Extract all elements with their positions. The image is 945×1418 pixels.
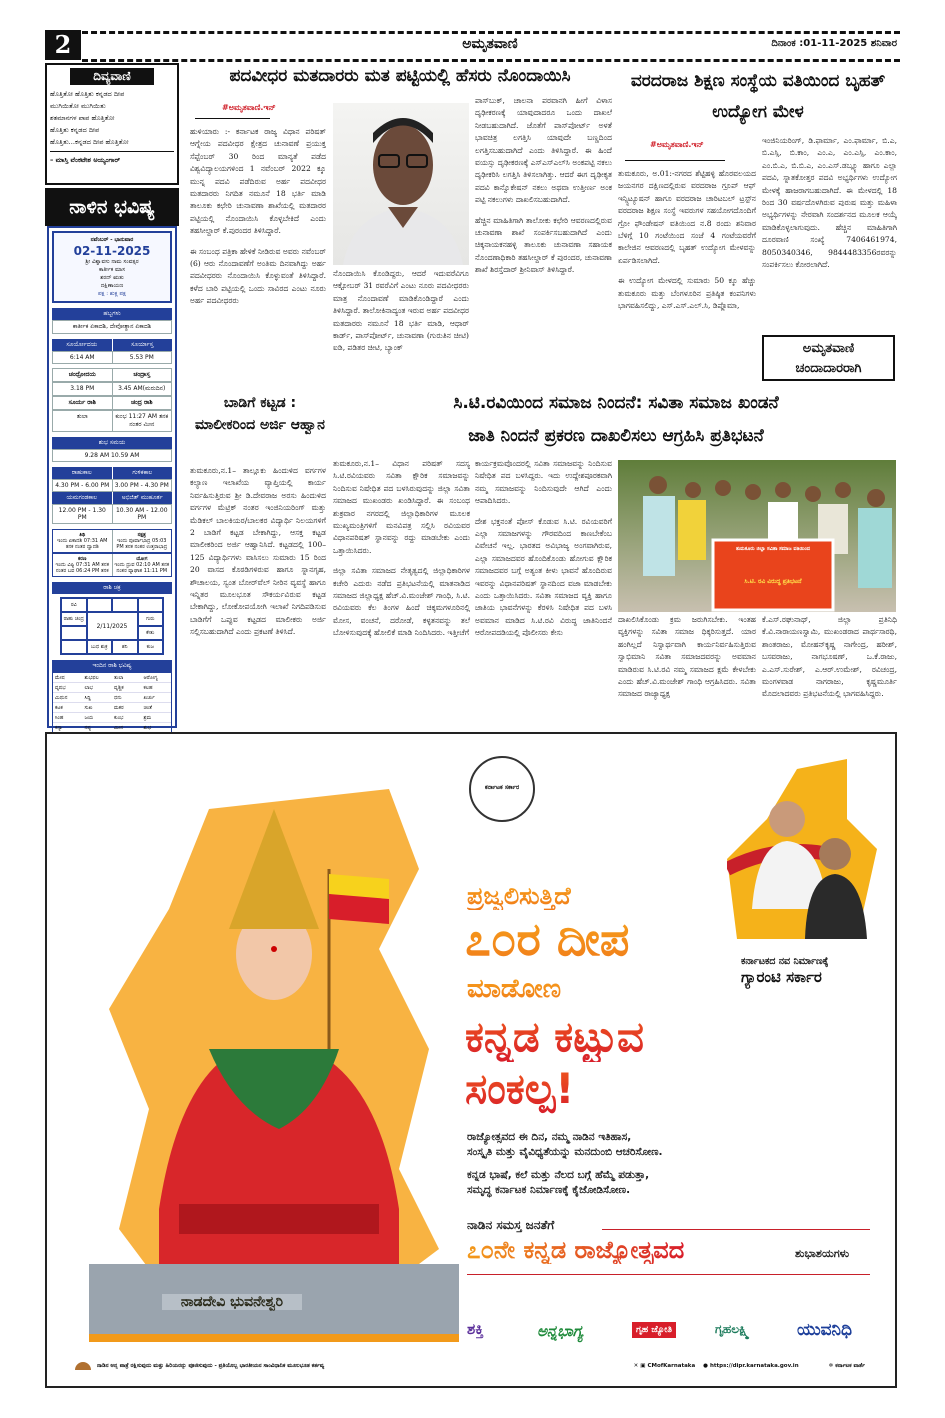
facebook-icon: ▣ (640, 1363, 646, 1369)
social-handle[interactable]: CMofKarnataka (647, 1363, 696, 1369)
scheme-logo-shakti: ಶಕ್ತಿ (467, 1320, 484, 1338)
person-photo (333, 103, 469, 265)
lamp-icon (75, 1362, 91, 1370)
shubha-time: 9.28 AM 10.59 AM (84, 452, 140, 459)
rashi-labels (52, 396, 172, 410)
rashi-prediction: ನಷ್ಟ (83, 723, 113, 733)
greet-pre: ನಾಡಿನ ಸಮಸ್ತ ಜನತೆಗೆ (467, 1218, 555, 1232)
article1-col2 (333, 268, 469, 363)
article4-col4 (762, 614, 897, 709)
ad-text: ಸಮೃದ್ಧ ಕರ್ನಾಟಕ ನಿರ್ಮಾಣಕ್ಕೆ ಕೈಜೋಡಿಸೋಣ. (467, 1184, 631, 1196)
rajyotsava-advertisement (45, 732, 897, 1388)
x-icon: ✕ (633, 1363, 639, 1369)
paragraph: ಕಾರ್ಯಕ್ರಮವೊಂದರಲ್ಲಿ ಸವಿತಾ ಸಮಾಜವನ್ನು ನಿಂದಿಸುವ ನಿಷೇಧಿತ ಪದ ಬಳಸಿದ್ದರು. ಇದು ಉದ್ದೇಶಪೂರಕವಾಗಿ ನಮ್ಮ ಸಮಾಜವನ್ನು ನಿಂದಿಸುವುದೇ ಆಗಿದೆ ಎಂದು ಆಪಾದಿಸಿದರು. (475, 459, 612, 506)
tithi-row (52, 529, 172, 553)
paragraph: ದೇಶ ಭಕ್ತನಂತೆ ಪೋಸ್ ಕೊಡುವ ಸಿ.ಟಿ. ರವಿಯವರಿಗೆ ಎಲ್ಲಾ ಸಮಾಜಗಳನ್ನು ಗೌರವದಿಂದ ಕಾಣಬೇಕೆಂಬ ವಿವೇಚನೆ ಇಲ್ಲ. ಭಾರತದ ಅವಿಭಾಜ್ಯ ಅಂಗವಾಗಿರುವ, ಎಲ್ಲಾ ಸಮಾಜದವರ ಹೊಂದಿಕೊಂಡು ಹೋಗುವ ಕ್ಷೌರಿಕ ಸಮಾಜದವರ ಬಗ್ಗೆ ಅತ್ಯಂತ ಕೀಳು ಭಾವನೆ ಹೊಂದಿರುವ ಇವರನ್ನು ವಿಧಾನಪರಿಷತ್ ಸ್ಥಾನದಿಂದ ವಜಾ ಮಾಡಬೇಕು ಎಂದು ಒತ್ತಾಯಿಸಿದರು. ಸವಿತಾ ಸಮಾಜದ ವ್ಯಕ್ತಿ ಹಾಗೂ ಜಾತಿಯ ಭಾವನೆಗಳನ್ನು ಕೆರಳಿಸಿ ನಿಷೇಧಿತ ಪದ ಬಳಸಿ ಅವಮಾನ ಮಾಡಿದ ಸಿ.ಟಿ.ರವಿ ವಿರುದ್ಧ ಜಾತಿನಿಂದನೆ ಆರೋಪದಡಿಯಲ್ಲಿ ಪೊಲೀಸರು ಕೇಸು (475, 516, 612, 638)
leaders-photo (727, 759, 877, 939)
panchanga-panel (47, 226, 177, 731)
rahu-label: ರಾಹುಕಾಲ (52, 467, 112, 479)
article2-headline: ವರದರಾಜ ಶಿಕ್ಷಣ ಸಂಸ್ಥೆಯ ವತಿಯಿಂದ ಬೃಹತ್ ಉದ್ಯೋಗ ಮೇಳ (630, 71, 886, 122)
article2-col2 (762, 135, 897, 279)
article4-headline2: ಜಾತಿ ನಿಂದನೆ ಪ್ರಕರಣ ದಾಖಲಿಸಲು ಆಗ್ರಹಿಸಿ ಪ್ರತಿಭಟನೆ (468, 426, 764, 446)
article4-col1 (333, 458, 470, 648)
yoga: ಇಂದು ಧ್ರುವ 02:10 AM ತನಕ ನಂತರ ವ್ಯಾಘಾತ 11:11 PM (114, 562, 170, 574)
article4-col2 (475, 458, 612, 648)
article1-photo (333, 103, 469, 265)
paragraph: ಪಾಸ್‌ಬುಕ್, ಚಾಲನಾ ಪರವಾನಗಿ ಹೀಗೆ ವಿಳಾಸ ದೃಢೀಕರಣಕ್ಕೆ ಯಾವುದಾದರೂ ಒಂದು ದಾಖಲೆ ನೀಡಬಹುದಾಗಿದೆ. ಜೊತೆಗೆ ಪಾಸ್‌ಪೋರ್ಟ್ ಅಳತೆ ಭಾವಚಿತ್ರ ಲಗತ್ತಿಸಿ ಯಾವುದೇ ಬಣ್ಣದಿಂದ ಲಗತ್ತಿಸಬಹುದಾಗಿದೆ ಎಂದು ತಿಳಿಸಿದ್ದಾರೆ. ಈ ಹಿಂದೆ ವಯಸ್ಸು ದೃಢೀಕರಣಕ್ಕೆ ಎಸ್‌ಎಸ್‌ಎಲ್‌ಸಿ ಅಂಕಪಟ್ಟಿ ನಕಲು ದೃಢೀಕರಿಸಿ ಲಗತ್ತಿಸಿ ತಿಳಿಸಲಾಗಿತ್ತು. ಆದರೆ ಈಗ ದೃಢೀಕೃತ ಪದವಿ ಕಾನ್ವೊಕೇಷನ್ ನಕಲು ಅಥವಾ ಉತ್ತೀರ್ಣ ಅಂಕ ಪಟ್ಟಿ ನಕಲುಗಳು ದಾಖಲಿಸಬಹುದಾಗಿದೆ. (475, 96, 612, 205)
ad-paragraph2 (467, 1168, 649, 1198)
poem-line: ಹೊತ್ತಿತೋ ಹೊತ್ತಿತು ಕನ್ನಡದ ದೀಪ (50, 90, 125, 98)
rashi-prediction: ಶುಭಫಲ (83, 673, 113, 683)
header-top-rule (82, 31, 900, 34)
karana: ಇಂದು ವಿಷ್ಟಿ 07:31 AM ತನಕ ನಂತರ ಬವ 06:24 PM ತನಕ (55, 562, 109, 574)
protest-crowd (618, 460, 896, 612)
paragraph: ತುಮಕೂರು, ಅ.01:-ನಗರದ ಶೆಟ್ಟಿಹಳ್ಳಿ ಹೊರವಲಯದ ಜಯನಗರ ದಕ್ಷಿಣದಲ್ಲಿರುವ ವರದರಾಜ ಗ್ರೂಪ್ ಆಫ್ ಇನ್ಸ್ಟಿಟ್ಯೂಷನ್ ಹಾಗೂ ವರದರಾಜ ಚಾರಿಟಬಲ್ ಟ್ರಸ್ಟ್‌ನ ವರದರಾಜ ಶಿಕ್ಷಣ ಸಂಸ್ಥೆ ಇವರುಗಳ ಸಹಯೋಗದೊಂದಿಗೆ ಗ್ರೋ ಫೌಂಡೇಷನ್ ವತಿಯಿಂದ ನ.8 ರಂದು ಶನಿವಾರ ಬೆಳಿಗ್ಗೆ 10 ಗಂಟೆಯಿಂದ ಸಂಜೆ 4 ಗಂಟೆಯವರೆಗೆ ಕಾಲೇಜಿನ ಆವರಣದಲ್ಲಿ ಬೃಹತ್ ಉದ್ಯೋಗ ಮೇಳವನ್ನು ಏರ್ಪಡಿಸಲಾಗಿದೆ. (618, 169, 756, 265)
scheme-logo-gruhajyothi: ಗೃಹ ಜ್ಯೋತಿ (632, 1322, 676, 1338)
paragraph: ಈ ಸಂಬಂಧ ಪತ್ರಿಕಾ ಹೇಳಿಕೆ ನೀಡಿರುವ ಅವರು ನವೆಂಬರ್ (6) ಆರು ನೊಂದಾವಣೆಗೆ ಅಂತಿಮ ದಿನವಾಗಿದ್ದು ಅರ್ಹ ಪದವೀಧರರು ನೊಂದಾಯಿಸಿ ಕೊಳ್ಳುವಂತೆ ತಿಳಿಸಿದ್ದಾರೆ. ಕಳೆದ ಬಾರಿ ಪಟ್ಟಿಯಲ್ಲಿ ಒಂದು ಸಾವಿರದ ಎಂಟು ನೂರು ಅರ್ಹ ಪದವೀಧರರು (190, 246, 326, 306)
moonrise-label: ಚಂದ್ರೋದಯ (68, 371, 96, 378)
tithi-label: ತಿಥಿ (79, 532, 86, 538)
rashi-values (52, 410, 172, 432)
subscribe-line2: ಚಂದಾದಾರರಾಗಿ (795, 361, 862, 376)
poem-line: ಹೊತ್ತಿತು ಕನ್ನಡದ ದೀಪ (50, 126, 100, 134)
weekday: ನವೆಂಬರ್ - ಭಾನುವಾರ (90, 237, 134, 243)
ad-text: ಕನ್ನಡ ಭಾಷೆ, ಕಲೆ ಮತ್ತು ನೆಲದ ಬಗ್ಗೆ ಹೆಮ್ಮೆ ಪಡುತ್ತಾ, (467, 1169, 650, 1181)
footer-right-text: ಕರ್ನಾಟಕ ವಾರ್ತೆ (835, 1362, 865, 1369)
rashi-prediction: ಶ್ರಮ (142, 713, 172, 723)
ritu: ಶರದ್ ಋತು (100, 275, 124, 281)
paragraph: ನೊಂದಾಯಿಸಿ ಕೊಂಡಿದ್ದರು, ಆದರೆ ಇದುವರೆವಿಗೂ ಆಕ್ಟೋಬರ್ 31 ರವರೆವಿಗೆ ಎಂಟು ನೂರು ಪದವೀಧರರು ಮಾತ್ರ ನೊಂದಾವಣೆ ಮಾಡಿಕೊಂಡಿದ್ದಾರೆ ಎಂದು ತಿಳಿಸಿದ್ದಾರೆ. ತಾಲೋಕಿನಾದ್ಯಂತ ಇರುವ ಅರ್ಹ ಪದವೀಧರ ಮತದಾರರು ನಮೂನೆ 18 ಭರ್ತಿ ಮಾಡಿ, ಆಧಾರ್ ಕಾರ್ಡ್, ಪಾಸ್‌ಪೋರ್ಟ್, ಚುನಾವಣಾ (ಗುರುತಿನ ಚೀಟಿ) ಐಡಿ, ಪಡಿತರ ಚೀಟಿ, ಬ್ಯಾಂಕ್ (333, 269, 469, 353)
ad-text: ರಾಜ್ಯೋತ್ಸವದ ಈ ದಿನ, ನಮ್ಮ ನಾಡಿನ ಇತಿಹಾಸ, (467, 1131, 632, 1143)
ad-rule (602, 1229, 870, 1230)
chakra-cell: ರವಿ (61, 598, 87, 612)
masa: ಕಾರ್ತೀಕ ಮಾಸ (98, 267, 126, 273)
bhuvaneshwari-statue-illustration (59, 749, 459, 1349)
shubha-label: ಶುಭ ಸಮಯ (52, 437, 172, 449)
rashi-prediction: ಶುಭ (142, 723, 172, 733)
rashi-name: ತುಲಾ (112, 673, 142, 683)
ad-text: ಸಂಸ್ಕೃತಿ ಮತ್ತು ವೈವಿಧ್ಯತೆಯನ್ನು ಮನದುಂಬಿ ಆಚರಿಸೋಣ. (467, 1146, 663, 1158)
yama-time: 12.00 PM - 1.30 PM (58, 507, 106, 521)
festival: ಕಾರ್ತೀಕ ಏಕಾದಶಿ, ದೇವೋತ್ಥಾನ ಏಕಾದಶಿ (72, 323, 152, 330)
karana-label: ಕರಣ (78, 556, 87, 562)
rashi-prediction: ಚಿಂತೆ (142, 703, 172, 713)
article4-headline1: ಸಿ.ಟಿ.ರವಿಯಿಂದ ಸಮಾಜ ನಿಂದನೆ: ಸವಿತಾ ಸಮಾಜ ಖಂಡನೆ (453, 393, 779, 413)
divyavani-title: ದಿವ್ಯವಾಣಿ (70, 68, 154, 85)
poem-line: ಶತಮಾನಗಳ ಪಾಪ ಹೊತ್ತಿತೋ (50, 114, 115, 122)
kala-times-2 (52, 504, 172, 524)
poem-line: ಮುಗಿಯಿತೋ ಮುಗಿಯಿತು (50, 102, 106, 110)
sunset: 5.53 PM (112, 352, 172, 363)
panchanga-date-card (52, 231, 172, 303)
rashi-name: ವೃಷಭ (53, 683, 83, 693)
divyavani-box (45, 63, 179, 185)
nakshatra-label: ನಕ್ಷತ್ರ (137, 532, 146, 538)
ad-line2: ೭೦ರ ದೀಪ (465, 912, 630, 966)
chandra-rashi-label: ಚಂದ್ರ ರಾಶಿ (112, 397, 172, 409)
rashi-name: ಮಿಥುನ (53, 693, 83, 703)
footer-left-text: ನಾಡಿನ ಅನ್ನ ಪಾತ್ರೆ ರಕ್ಷಿಸುವುದು ಮತ್ತು ಹಿರಿಯರನ್ನು ಪೂಜಿಸುವುದು - ಪ್ರತಿಯೊಬ್ಬ ಭಾರತೀಯನ ಸಾಂವಿಧಾನಿಕ ಮೂಲಭೂತ ಕರ್ತವ್ಯ (97, 1362, 325, 1369)
paragraph: ತುಮಕೂರು,ನ.1– ವಿಧಾನ ಪರಿಷತ್ ಸದಸ್ಯ ಸಿ.ಟಿ.ರವಿಯವರು ಸವಿತಾ ಕ್ಷೌರಿಕ ಸಮಾಜವನ್ನು ನಿಂದಿಸುವ ನಿಷೇಧಿತ ಪದ ಬಳಸಿರುವುದನ್ನು ಜಿಲ್ಲಾ ಸವಿತಾ ಸಮಾಜದ ಮುಖಂಡರು ಖಂಡಿಸಿದ್ದಾರೆ. ಈ ಸಂಬಂಧ ಶುಕ್ರವಾರ ನಗರದಲ್ಲಿ ಜಿಲ್ಲಾಧಿಕಾರಿಗಳ ಮೂಲಕ ಮುಖ್ಯಮಂತ್ರಿಗಳಿಗೆ ಮನವಿಪತ್ರ ಸಲ್ಲಿಸಿ ರವಿಯವರ ವಿಧಾನಪರಿಷತ್ ಸ್ಥಾನವನ್ನು ರದ್ದು ಮಾಡಬೇಕು ಎಂದು ಒತ್ತಾಯಿಸಿದರು. (333, 459, 470, 555)
moonrise: 3.18 PM (70, 385, 95, 392)
abhijit-label: ಅಭಿಜಿತ್ ಮುಹೂರ್ತ (112, 492, 173, 504)
paragraph: ದಾಖಲಿಸಿಕೊಂಡು ಕ್ರಮ ಜರುಗಿಸಬೇಕು. ಇಂತಹ ವ್ಯಕ್ತಿಗಳನ್ನು ಸವಿತಾ ಸಮಾಜ ಧಿಕ್ಕರಿಸುತ್ತದೆ. ಯಾರ ಹಂಗಿಲ್ಲದೆ ನಿಸ್ವಾರ್ಥವಾಗಿ ಕಾರ್ಯನಿರ್ವಹಿಸುತ್ತಿರುವ ಸ್ವಾಭಿಮಾನಿ ಸವಿತಾ ಸಮಾಜದವರನ್ನು ಅವಮಾನ ಮಾಡಿರುವ ಸಿ.ಟಿ.ರವಿ ನಮ್ಮ ಸಮಾಜದ ಕ್ಷಮೆ ಕೇಳಬೇಕು ಎಂದು ಹೆಚ್.ವಿ.ಮಂಜೇಶ್ ಗಾಂಧಿ ಆಗ್ರಹಿಸಿದರು. ಸವಿತಾ ಸಮಾಜದ ರಾಜ್ಯಾಧ್ಯಕ್ಷ (618, 615, 756, 699)
rashi-prediction: ಖರ್ಚು (142, 693, 172, 703)
festival-row (52, 320, 172, 334)
header-bottom-rule (82, 59, 900, 62)
rashi-prediction: ಸುಖ (83, 703, 113, 713)
abhijit-time: 10.30 AM - 12.00 PM (112, 505, 172, 523)
banner-title: ತುಮಕೂರು ಜಿಲ್ಲಾ ಸವಿತಾ ಸಮಾಜ ವತಿಯಿಂದ (735, 546, 811, 552)
surya-rashi-label: ಸೂರ್ಯ ರಾಶಿ (68, 399, 96, 406)
issue-date: ದಿನಾಂಕ :01-11-2025 ಶನಿವಾರ (771, 38, 897, 49)
ad-rule (467, 1274, 870, 1275)
sunset-label: ಸೂರ್ಯಾಸ್ತ (112, 339, 173, 351)
paragraph: ಹೆಚ್ಚಿನ ಮಾಹಿತಿಗಾಗಿ ತಾಲೋಕು ಕಛೇರಿ ಆವರಣದಲ್ಲಿರುವ ಚುನಾವಣಾ ಶಾಖೆ ಸಂಪರ್ಕಿಸಬಹುದಾಗಿದೆ ಎಂದು ಚಿಕ್ಕನಾಯಕನಹಳ್ಳಿ ತಾಲೂಕು ಚುನಾವಣಾ ಸಹಾಯಕ ನೊಂದಣಾಧಿಕಾರಿ ತಹಸೀಲ್ದಾರ್ ಕೆ ಪುರಂದರ, ಚುನಾವಣಾ ಶಾಖೆ ಶಿರಸ್ತೆದಾರ್ ಶ್ರೀನಿವಾಸ್ ತಿಳಿಸಿದ್ದಾರೆ. (475, 215, 612, 275)
byline-rule (625, 160, 725, 161)
panchanga-date: 02-11-2025 (73, 244, 151, 258)
byline-rule (195, 118, 270, 119)
tagline-2: ಗ್ಯಾರಂಟಿ ಸರ್ಕಾರ (741, 968, 822, 986)
rashi-prediction: ಸಿದ್ಧಿ (83, 693, 113, 703)
tithi: ಇಂದು ಏಕಾದಶಿ 07:31 AM ತನಕ ನಂತರ ದ್ವಾದಶಿ (57, 538, 108, 550)
article3-headline: ಬಾಡಿಗೆ ಕಟ್ಟಡ : ಮಾಲೀಕರಿಂದ ಅರ್ಜಿ ಆಹ್ವಾನ (195, 395, 325, 433)
ad-line1: ಪ್ರಜ್ವಲಿಸುತ್ತಿದೆ (467, 882, 571, 910)
paragraph: ತುಮಕೂರು,ನ.1– ತಾಲ್ಲೂಕು ಹಿಂದುಳಿದ ವರ್ಗಗಳ ಕಲ್ಯಾಣ ಇಲಾಖೆಯ ವ್ಯಾಪ್ತಿಯಲ್ಲಿ ಕಾರ್ಯ ನಿರ್ವಹಿಸುತ್ತಿರುವ ಶ್ರೀ ಡಿ.ದೇವರಾಜ ಅರಸು ಹಿಂದುಳಿದ ವರ್ಗಗಳ ಮೆಟ್ರಿಕ್ ನಂತರ ಇಂಜಿನಿಯರಿಂಗ್ ಮತ್ತು ಮೆಡಿಕಲ್ ಬಾಲಕಿಯರ/ಬಾಲಕರ ವಿದ್ಯಾರ್ಥಿ ನಿಲಯಗಳಿಗೆ 2 ಬಾಡಿಗೆ ಕಟ್ಟಡ ಬೇಕಾಗಿದ್ದು, ಆಸಕ್ತ ಕಟ್ಟಡ ಮಾಲೀಕರಿಂದ ಅರ್ಜಿ ಆಹ್ವಾನಿಸಿದೆ. ಕಟ್ಟಡದಲ್ಲಿ 100–125 ವಿದ್ಯಾರ್ಥಿಗಳು ವಾಸಿಸಲು ಸುಮಾರು 15 ರಿಂದ 20 ವಾಸದ ಕೊಠಡಿಗಳಿರುವ ಹಾಗೂ ಸ್ನಾನಗೃಹ, ಶೌಚಾಲಯ, ಸ್ವಂತ ಬೋರ್‌ವೆಲ್ ನೀರಿನ ವ್ಯವಸ್ಥೆ ಹಾಗೂ ಇನ್ನಿತರ ಮೂಲಭೂತ ಸೌಕರ್ಯವಿರುವ ಕಟ್ಟಡ ಬೇಕಾಗಿದ್ದು, ಲೋಕೋಪಯೋಗಿ ಇಲಾಖೆ ನಿಗದಿಪಡಿಸುವ ಬಾಡಿಗೆಗೆ ಒಪ್ಪುವ ಕಟ್ಟಡದ ಮಾಲೀಕರು ಅರ್ಜಿ ಸಲ್ಲಿಸಬಹುದಾಗಿದೆ ಎಂದು ಪ್ರಕಟಣೆ ತಿಳಿಸಿದೆ. (190, 466, 326, 637)
subscribe-box[interactable] (762, 335, 895, 381)
gulika-time: 3.00 PM - 4.30 PM (112, 480, 172, 491)
karnataka-emblem: ಕರ್ನಾಟಕ ಸರ್ಕಾರ (469, 756, 535, 822)
moon-times (52, 382, 172, 396)
tagline-1: ಕರ್ನಾಟಕದ ನವ ನಿರ್ಮಾಣಕ್ಕೆ (741, 956, 829, 967)
greet-post: ಶುಭಾಶಯಗಳು (795, 1247, 850, 1260)
surya-rashi: ತುಲಾ (76, 413, 88, 420)
rashi-name: ಮೇಷ (53, 673, 83, 683)
rashi-prediction: ಕಲಹ (142, 683, 172, 693)
rashi-prediction: ಆರೋಗ್ಯ (142, 673, 172, 683)
vaarte-logo-icon: ✲ (828, 1363, 834, 1369)
scheme-logo-annabhagya: ಅನ್ನಭಾಗ್ಯ (537, 1322, 583, 1340)
article2-col1 (618, 168, 756, 320)
paragraph: ಹುಳಿಯಾರು :- ಕರ್ನಾಟಕ ರಾಜ್ಯ ವಿಧಾನ ಪರಿಷತ್ ಆಗ್ನೇಯ ಪದವೀಧರ ಕ್ಷೇತ್ರದ ಚುನಾವಣೆ ಪ್ರಯುಕ್ತ ಸೆಪ್ಟೆಂಬರ್ 30 ರಿಂದ ಮಾನ್ಯತೆ ಪಡೆದ ವಿಶ್ವವಿದ್ಯಾಲಯಗಳಿಂದ 1 ನವೆಂಬರ್ 2022 ಕ್ಕೂ ಮುನ್ನ ಪದವಿ ಪಡೆದಿರುವ ಅರ್ಹ ಪದವೀಧರ ಮತದಾರರು ನಿಗದಿತ ನಮೂನೆ 18 ಭರ್ತಿ ಮಾಡಿ ತಾಲೂಕು ಕಛೇರಿ ಚುನಾವಣಾ ಶಾಖೆಯಲ್ಲಿ ಮತದಾರರ ಪಟ್ಟಿಯಲ್ಲಿ ನೊಂದಾಯಿಸಿ ಕೊಳ್ಳಬೇಕಿದೆ ಎಂದು ತಹಸೀಲ್ದಾರ್ ಕೆ.ಪುರಂದರ ತಿಳಿಸಿದ್ದಾರೆ. (190, 127, 326, 236)
article2-byline: #ಅಮೃತವಾಣಿ.ಇನ್ (650, 140, 704, 149)
yama-label: ಯಮಗಂಡಕಾಲ (52, 492, 112, 504)
protest-photo (618, 460, 896, 612)
globe-icon: ● (703, 1363, 708, 1369)
yoga-label: ಯೋಗ (136, 556, 148, 562)
divyavani-poem (50, 88, 174, 166)
festival-label: ಹಬ್ಬಗಳು (52, 308, 172, 320)
rashi-name: ಸಿಂಹ (53, 713, 83, 723)
chandra-rashi: ಕುಂಭ 11:27 AM ತನಕ ನಂತರ ಮೀನ (112, 411, 172, 431)
paragraph: ಜಿಲ್ಲಾ ಸವಿತಾ ಸಮಾಜದ ನೇತೃತ್ವದಲ್ಲಿ ಜಿಲ್ಲಾಧಿಕಾರಿಗಳ ಕಚೇರಿ ಎದುರು ನಡೆದ ಪ್ರತಿಭಟನೆಯಲ್ಲಿ ಮಾತನಾಡಿದ ಸಮಾಜದ ಜಿಲ್ಲಾಧ್ಯಕ್ಷ ಹೆಚ್.ವಿ.ಮಂಜೇಶ್ ಗಾಂಧಿ, ಸಿ.ಟಿ. ರವಿಯವರು ಕೆಲ ತಿಂಗಳ ಹಿಂದೆ ಚಿಕ್ಕಮಗಳೂರಿನಲ್ಲಿ ಮೋಸ, ವಂಚನೆ, ದರೋಡೆ, ಕಳ್ಳತನವನ್ನು ತಲೆ ಬೋಳಿಸುವುದಕ್ಕೆ ಹೋಲಿಕೆ ಮಾಡಿ ನಿಂದಿಸಿದರು. ಇತ್ತೀಚೆಗೆ (333, 566, 470, 638)
kala-times (52, 479, 172, 492)
shubha-row (52, 449, 172, 462)
rahu-time: 4.30 PM - 6.00 PM (55, 482, 110, 489)
statue-plaque: ನಾಡದೇವಿ ಭುವನೇಶ್ವರಿ (162, 1294, 302, 1310)
rashi-name: ಧನು (112, 693, 142, 703)
chakra-cell: ಶನಿ (112, 640, 138, 654)
chakra-cell: ಕುಜ (138, 640, 164, 654)
article1-headline: ಪದವೀಧರ ಮತದಾರರು ಮತ ಪಟ್ಟಿಯಲ್ಲಿ ಹೆಸರು ನೊಂದಾಯಿಸಿ (229, 66, 571, 86)
ad-line3: ಮಾಡೋಣ (467, 974, 562, 1004)
greet-main: ೭೦ನೇ ಕನ್ನಡ ರಾಜ್ಯೋತ್ಸವದ (467, 1236, 685, 1264)
rashi-chakra-label: ರಾಶಿ ಚಕ್ರ (52, 582, 172, 594)
kala-labels-2 (52, 492, 172, 504)
subscribe-line1: ಅಮೃತವಾಣಿ (802, 341, 855, 356)
bhavishya-title: ನಾಳಿನ ಭವಿಷ್ಯ (45, 188, 179, 226)
sun-labels (52, 339, 172, 351)
ad-footer (75, 1362, 865, 1370)
paksha: ಪಕ್ಷ : ಶುಕ್ಲ ಪಕ್ಷ (97, 291, 126, 297)
ad-line4: ಕನ್ನಡ ಕಟ್ಟುವ (465, 1012, 644, 1061)
rashi-name: ಮಕರ (112, 703, 142, 713)
today-rashi-label: ಇಂದಿನ ರಾಶಿ ಭವಿಷ್ಯ (52, 660, 172, 672)
sunrise: 6:14 AM (69, 354, 95, 361)
scheme-logo-gruhalakshmi: ಗೃಹಲಕ್ಷ್ಮಿ (715, 1322, 750, 1336)
rashi-prediction: ಜಯ (83, 713, 113, 723)
rashi-table (52, 672, 172, 734)
samvatsara: ಶ್ರೀ ವಿಶ್ವಾವಸು ನಾಮ ಸಂವತ್ಸರ (85, 259, 139, 265)
ayana: ದಕ್ಷಿಣಾಯಣ (100, 283, 124, 289)
paragraph: ಈ ಉದ್ಯೋಗ ಮೇಳದಲ್ಲಿ ಸುಮಾರು 50 ಕ್ಕೂ ಹೆಚ್ಚು ತುಮಕೂರು ಮತ್ತು ಬೆಂಗಳೂರಿನ ಪ್ರತಿಷ್ಠಿತ ಕಂಪನಿಗಳು ಭಾಗವಹಿಸಲಿದ್ದು, ಎಸ್.ಎಸ್.ಎಲ್.ಸಿ, ಡಿಪ್ಲೊಮಾ, (618, 276, 756, 311)
chakra-center-date: 2/11/2025 (87, 612, 138, 640)
rashi-chakra (60, 597, 164, 655)
karana-row (52, 553, 172, 577)
sunrise-label: ಸೂರ್ಯೋದಯ (52, 339, 112, 351)
sun-times (52, 351, 172, 364)
chakra-cell: ರಾಹು ಚಂದ್ರ (61, 612, 87, 626)
page-number: 2 (45, 30, 81, 60)
paragraph: ಕೆ.ಎಸ್.ರಘುನಾಥ್, ಜಿಲ್ಲಾ ಪ್ರತಿನಿಧಿ ಕೆ.ವಿ.ನಾರಾಯಣಸ್ವಾಮಿ, ಮುಖಂಡರಾದ ಪಾರ್ಥಸಾರಥಿ, ಶಾಂತರಾಜು, ಮೋಹನ್‌ಕೃಷ್ಣ ನಾಗೇಂದ್ರ, ಹರೀಶ್, ಬಸವರಾಜು, ನಾಗಭೂಷಣ್, ಒ.ಕೆ.ರಾಜು, ಎ.ಎಸ್.ಸುರೇಶ್, ಎ.ಆರ್.ಉಮೇಶ್, ರವಿಚಂದ್ರ, ಮಂಗಳವಾಡ ನಾಗರಾಜು, ಕೃಷ್ಣಮೂರ್ತಿ ಮೊದಲಾದವರು ಪ್ರತಿಭಟನೆಯಲ್ಲಿ ಭಾಗವಹಿಸಿದ್ದರು. (762, 615, 897, 699)
kala-labels (52, 467, 172, 479)
chakra-cell: ಗುರು (138, 612, 164, 626)
chakra-cell: ಬುಧ ಶುಕ್ರ (87, 640, 113, 654)
paragraph: ಇಂಜಿನಿಯರಿಂಗ್, ಡಿ.ಫಾರ್ಮಾ, ಎಂ.ಫಾರ್ಮಾ, ಬಿ.ಎ, ಬಿ.ಎಸ್ಸಿ, ಬಿ.ಕಾಂ, ಎಂ.ಎ, ಎಂ.ಎಸ್ಸಿ, ಎಂ.ಕಾಂ, ಎಂ.ಬಿ.ಎ, ಬಿ.ಬಿ.ಎ, ಎಂ.ಎಸ್.ಡಬ್ಲ್ಯೂ ಹಾಗೂ ಎಲ್ಲಾ ಪದವಿ, ಸ್ನಾತಕೋತ್ತರ ಪದವಿ ಅಭ್ಯರ್ಥಿಗಳು ಉದ್ಯೋಗ ಮೇಳಕ್ಕೆ ಹಾಜರಾಗಬಹುದಾಗಿದೆ. ಈ ಮೇಳದಲ್ಲಿ 18 ರಿಂದ 30 ವರ್ಷದೊಳಗಿರುವ ಪುರುಷ ಮತ್ತು ಮಹಿಳಾ ಅಭ್ಯರ್ಥಿಗಳನ್ನು ನೇರವಾಗಿ ಸಂದರ್ಶನದ ಮೂಲಕ ಆಯ್ಕೆ ಮಾಡಿಕೊಳ್ಳಲಾಗುವುದು. ಹೆಚ್ಚಿನ ಮಾಹಿತಿಗಾಗಿ ದೂರವಾಣಿ ಸಂಖ್ಯೆ 7406461974, 8050340346, 9844483356ರವರನ್ನು ಸಂಪರ್ಕಿಸಲು ಕೋರಲಾಗಿದೆ. (762, 136, 897, 270)
poem-line: ಹೊತ್ತಿತು...ಕನ್ನಡದ ದೀಪ ಹೊತ್ತಿತೋ (50, 138, 129, 146)
ad-line5: ಸಂಕಲ್ಪ! (465, 1064, 575, 1113)
moonset: 3.45 AM(ಮರುದಿನ) (112, 383, 172, 395)
rashi-name: ಕಟಕ (53, 703, 83, 713)
poem-author: – ಮಾಸ್ತಿ ವೆಂಕಟೇಶ ಅಯ್ಯಂಗಾರ್ (50, 151, 174, 166)
gulika-label: ಗುಳಿಕಕಾಲ (112, 467, 173, 479)
rashi-name: ಕುಂಭ (112, 713, 142, 723)
chakra-cell: ಕೇತು (138, 626, 164, 640)
article1-col1 (190, 126, 326, 316)
article3-col1 (190, 465, 326, 647)
nakshatra: ಇಂದು ಪೂರ್ವಾಭಾದ್ರ 05:03 PM ತನಕ ನಂತರ ಉತ್ತರಾಭಾದ್ರ (116, 538, 168, 550)
website-link[interactable]: https://dipr.karnataka.gov.in (709, 1363, 799, 1369)
ad-paragraph1 (467, 1130, 663, 1160)
rashi-prediction: ಲಾಭ (83, 683, 113, 693)
moon-labels (52, 368, 172, 382)
moonset-label: ಚಂದ್ರಾಸ್ತ (112, 369, 172, 381)
banner-main: ಸಿ.ಟಿ. ರವಿ ವಿರುದ್ಧ ಪ್ರತಿಭಟನೆ (744, 578, 802, 585)
article4-col3 (618, 614, 756, 709)
rashi-name: ವೃಶ್ಚಿಕ (112, 683, 142, 693)
rashi-name: ಮೀನ (112, 723, 142, 733)
article1-col3 (475, 95, 612, 285)
rashi-name: ಕನ್ಯಾ (53, 723, 83, 733)
masthead: ಅಮೃತವಾಣಿ (462, 36, 518, 52)
scheme-logo-yuvanidhi: ಯುವನಿಧಿ (797, 1320, 852, 1340)
article1-byline: #ಅಮೃತವಾಣಿ.ಇನ್ (222, 103, 276, 112)
